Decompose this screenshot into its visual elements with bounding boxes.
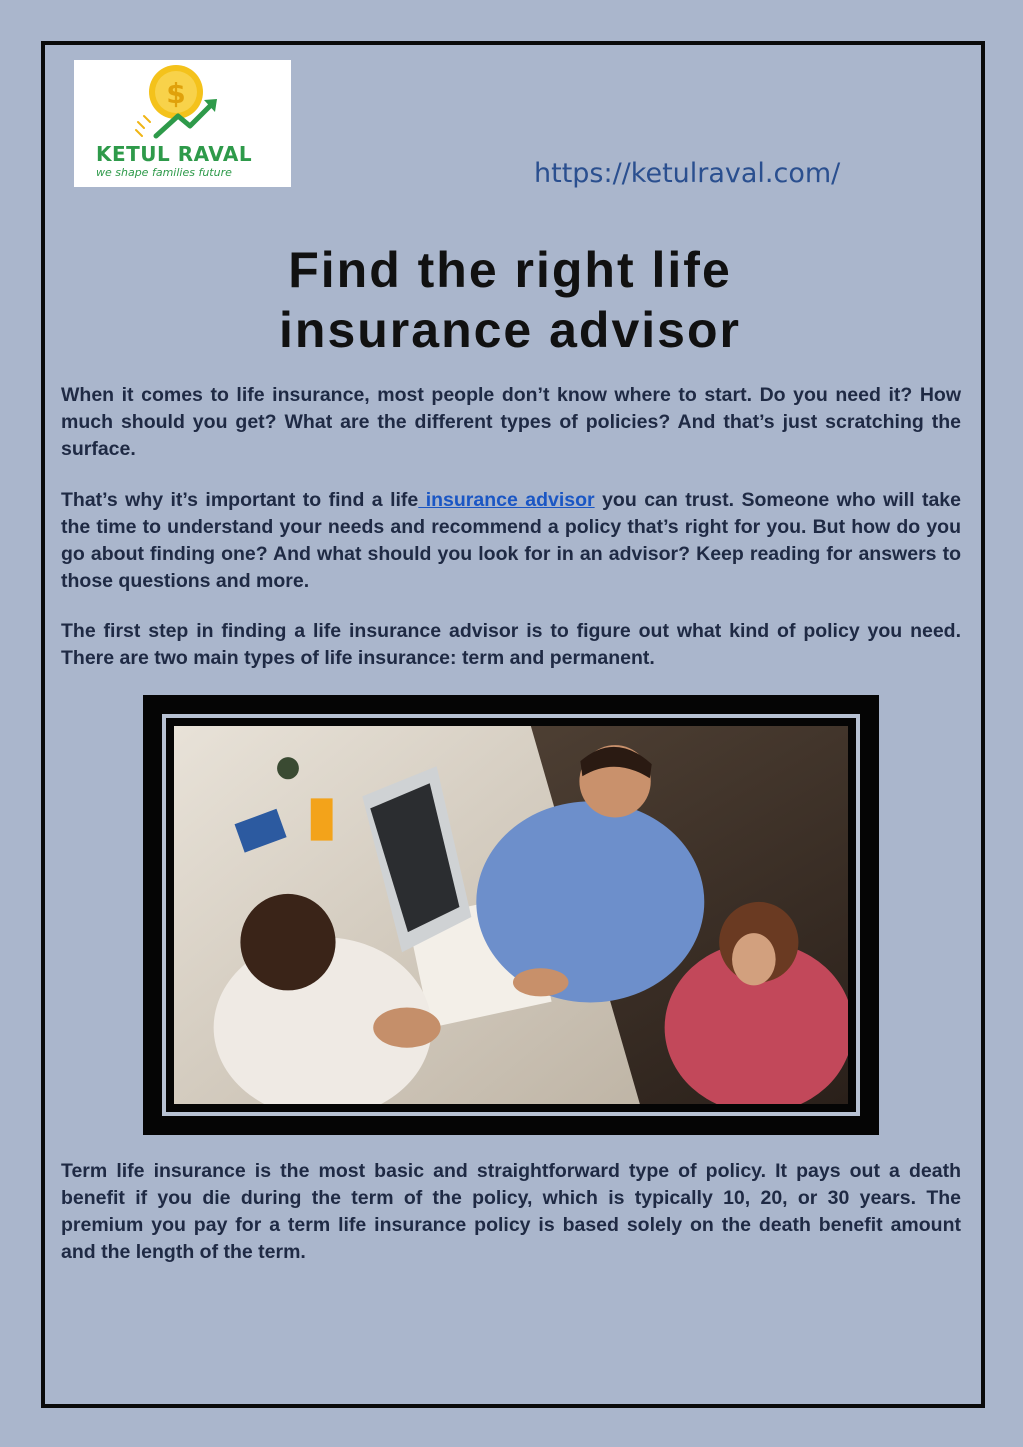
insurance-advisor-link[interactable]: insurance advisor: [418, 489, 595, 511]
title-line-1: Find the right life: [288, 242, 732, 298]
photo-mat: [162, 714, 860, 1116]
advisor-meeting-photo: [174, 726, 848, 1104]
website-url-link[interactable]: https://ketulraval.com/: [534, 158, 841, 189]
brand-logo[interactable]: [74, 60, 291, 187]
intro-paragraph: When it comes to life insurance, most people don’t know where to start. Do you need it? How much should you get? What are the different types of policies? And that’s just scratching the surface.: [61, 384, 961, 460]
brand-name: KETUL RAVAL: [96, 142, 253, 166]
page-title: [100, 240, 920, 360]
advisor-text-end: you can trust. Someone who will take the time to understand your needs and recommend a policy that’s right for you. But how do you go about finding one? And what should you look for in an advisor? Keep reading for answers to those questions and more.: [61, 489, 961, 592]
title-line-2: insurance advisor: [279, 302, 741, 358]
advisor-text-start: That’s why it’s important to find a life: [61, 489, 419, 511]
advisor-paragraph: [61, 487, 961, 595]
svg-text:$: $: [166, 77, 186, 110]
term-life-paragraph: Term life insurance is the most basic and straightforward type of policy. It pays out a death benefit if you die during the term of the policy, which is typically 10, 20, or 30 years. The premium you pay for a term life insurance policy is based solely on the death benefit amount and the length of the term.: [61, 1160, 961, 1263]
advisor-meeting-photo-frame: [143, 695, 879, 1135]
brand-tagline: we shape families future: [96, 166, 232, 179]
policy-types-paragraph: The first step in finding a life insurance advisor is to figure out what kind of policy you need. There are two main types of life insurance: term and permanent.: [61, 620, 961, 669]
